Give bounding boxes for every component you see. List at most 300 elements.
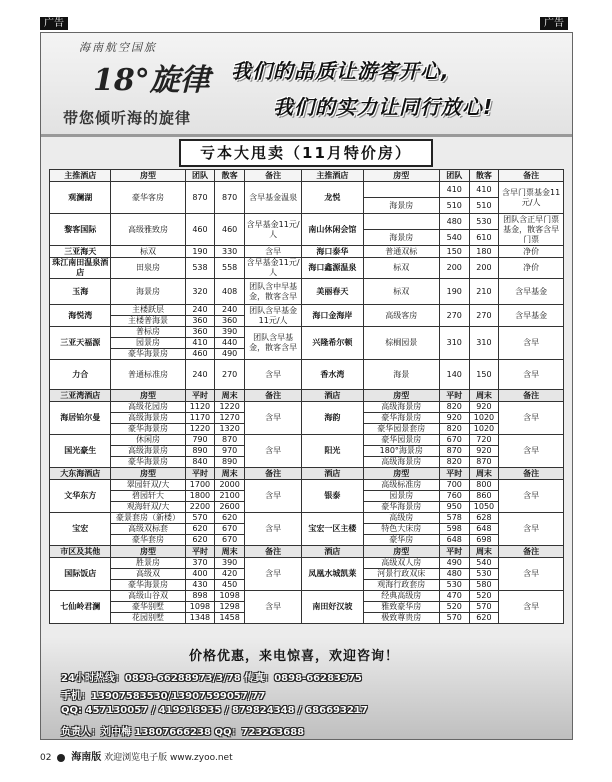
room-type: 高级雅致房 [111,214,185,246]
weekday-price: 480 [439,569,469,580]
weekend-price: 540 [469,558,499,569]
hotline: 24小时热线：0898-66288973/3/78 传真：0898-66283975 [61,673,362,684]
weekday-price: 370 [185,558,215,569]
table-cell: 330 [215,246,245,258]
weekday-price: 898 [185,591,215,602]
room-type: 极致尊贵房 [363,613,439,624]
table-cell: 150 [439,246,469,258]
table-cell: 150 [469,360,499,390]
table-row [50,360,564,390]
brand-tagline: 带您倾听海的旋律 [63,109,192,127]
remark: 含早门票基金11元/人 [499,182,564,214]
room-type: 园景房 [111,338,185,349]
room-type: 翠园轩双/大 [111,480,185,491]
column-header: 市区及其他 [50,546,111,558]
hotel-name: 海悦湾 [50,305,111,327]
table-row [50,170,564,182]
hotel-name: 宝宏一区主楼 [302,513,363,546]
room-type: 园景房 [363,491,439,502]
table-row [50,480,564,491]
column-header: 周末 [215,546,245,558]
weekend-price: 720 [469,435,499,446]
room-type: 豪华海景房 [111,457,185,468]
weekday-price: 820 [439,457,469,468]
weekday-price: 1170 [185,413,215,424]
fit-price: 390 [215,327,245,338]
weekday-price: 790 [185,435,215,446]
column-header: 大东海酒店 [50,468,111,480]
table-row [50,246,564,258]
column-header: 周末 [469,390,499,402]
column-header: 酒店 [302,468,363,480]
room-type: 豪华海景房 [111,349,185,360]
team-price: 510 [439,198,469,214]
column-header: 平时 [185,390,215,402]
page-footer [40,748,233,763]
table-cell: 标双 [363,279,439,305]
table-cell: 310 [439,327,469,360]
weekday-price: 920 [439,413,469,424]
weekend-price: 1298 [215,602,245,613]
remark: 含早 [244,558,301,591]
hotel-name: 三亚海天 [50,246,111,258]
table-cell: 408 [215,279,245,305]
room-type: 经典高级房 [363,591,439,602]
room-type: 豪华园景房 [363,435,439,446]
table-row [50,390,564,402]
column-header: 备注 [499,546,564,558]
weekday-price: 870 [439,446,469,457]
team-price: 240 [185,305,215,316]
weekend-price: 890 [215,457,245,468]
remark: 含早 [499,591,564,624]
hotel-name: 海韵 [302,402,363,435]
table-cell: 140 [439,360,469,390]
hotel-name: 海口鑫源温泉 [302,258,363,279]
fit-price: 440 [215,338,245,349]
weekend-price: 920 [469,402,499,413]
table-cell: 含早 [499,360,564,390]
room-type: 高级山谷双 [111,591,185,602]
hotel-name: 凤凰水城凯莱 [302,558,363,591]
hotel-name: 香水湾 [302,360,363,390]
table-row [50,558,564,569]
remark: 含早 [244,435,301,468]
table-cell: 标双 [363,258,439,279]
table-cell: 320 [185,279,215,305]
room-type: 主楼跃层 [111,305,185,316]
table-row [50,402,564,413]
weekday-price: 950 [439,502,469,513]
hotel-name: 观澜湖 [50,182,111,214]
room-type: 高级标准房 [363,480,439,491]
room-type: 高级花园房 [111,402,185,413]
room-type: 碧园轩大 [111,491,185,502]
table-cell: 净价 [499,258,564,279]
weekend-price: 870 [215,435,245,446]
hotel-name: 七仙岭君澜 [50,591,111,624]
remark: 含早 [244,402,301,435]
weekday-price: 820 [439,424,469,435]
room-type [363,182,439,198]
column-header: 备注 [244,546,301,558]
table-cell: 普通标准房 [111,360,185,390]
hotel-name: 银泰 [302,480,363,513]
weekend-price: 648 [469,524,499,535]
team-price: 460 [185,349,215,360]
table-cell: 200 [439,258,469,279]
column-header: 房型 [363,390,439,402]
column-header: 周末 [215,468,245,480]
remark: 团队含早基金，散客含早 [244,327,301,360]
hotel-name: 海居铂尔曼 [50,402,111,435]
room-type: 海景房 [363,230,439,246]
team-price: 480 [439,214,469,230]
weekday-price: 400 [185,569,215,580]
team-price: 360 [185,327,215,338]
weekday-price: 620 [185,535,215,546]
team-price: 460 [185,214,215,246]
price-table [49,169,564,624]
table-row [50,591,564,602]
weekend-price: 970 [215,446,245,457]
weekday-price: 890 [185,446,215,457]
website-text: 欢迎浏览电子版 www.zyoo.net [104,753,233,763]
column-header: 房型 [111,170,185,182]
table-cell: 普通双标 [363,246,439,258]
hotel-name: 海口泰华 [302,246,363,258]
room-type: 高级双人房 [363,558,439,569]
column-header: 团队 [439,170,469,182]
hotel-name: 兴隆希尔顿 [302,327,363,360]
fit-price: 410 [469,182,499,198]
room-type: 豪华房 [363,535,439,546]
hotel-name: 黎客国际 [50,214,111,246]
room-type: 高级海景房 [111,413,185,424]
hotel-name: 龙悦 [302,182,363,214]
weekday-price: 1800 [185,491,215,502]
weekday-price: 570 [439,613,469,624]
ad-header [41,33,572,135]
column-header: 平时 [439,468,469,480]
weekend-price: 2100 [215,491,245,502]
room-type: 豪华海景房 [363,502,439,513]
weekend-price: 670 [215,535,245,546]
table-cell: 240 [185,360,215,390]
table-row [50,513,564,524]
room-type: 豪华客房 [111,182,185,214]
room-type: 180°海景房 [363,446,439,457]
hotel-name: 玉海 [50,279,111,305]
page-number: 02 [40,753,52,763]
table-cell: 270 [215,360,245,390]
column-header: 房型 [111,546,185,558]
column-header: 周末 [469,546,499,558]
remark: 含早 [244,513,301,546]
table-cell: 含早基金 [499,305,564,327]
team-price: 540 [439,230,469,246]
room-type: 胜景房 [111,558,185,569]
weekend-price: 698 [469,535,499,546]
qq-numbers: QQ: 457130057 / 419918935 / 879824348 / 686693217 [61,705,368,716]
fit-price: 460 [215,214,245,246]
hotel-name: 宝宏 [50,513,111,546]
room-type: 豪景套房（新楼） [111,513,185,524]
ad-label-left: 广告 [40,17,68,30]
column-header: 备注 [499,468,564,480]
table-cell: 538 [185,258,215,279]
room-type: 观海行政套房 [363,580,439,591]
weekday-price: 840 [185,457,215,468]
table-cell: 190 [185,246,215,258]
table-row [50,279,564,305]
table-cell: 海景 [363,360,439,390]
table-row [50,258,564,279]
table-row [50,546,564,558]
weekend-price: 1098 [215,591,245,602]
room-type: 休闲房 [111,435,185,446]
column-header: 备注 [244,170,301,182]
column-header: 房型 [111,390,185,402]
advertisement-frame [40,32,573,740]
weekend-price: 1320 [215,424,245,435]
table-cell: 含早 [499,327,564,360]
room-type: 特色大床房 [363,524,439,535]
table-row [50,468,564,480]
column-header: 散客 [469,170,499,182]
table-cell: 190 [439,279,469,305]
weekend-price: 620 [215,513,245,524]
weekend-price: 1050 [469,502,499,513]
remark: 含早 [499,435,564,468]
column-header: 平时 [439,546,469,558]
room-type: 豪华园景套房 [363,424,439,435]
room-type: 河景行政双床 [363,569,439,580]
table-row [50,214,564,230]
weekday-price: 570 [185,513,215,524]
header-divider [41,134,572,137]
remark: 含早 [499,513,564,546]
column-header: 三亚湾酒店 [50,390,111,402]
hotel-name: 南山休闲会馆 [302,214,363,246]
column-header: 主推酒店 [50,170,111,182]
fit-price: 610 [469,230,499,246]
table-cell: 310 [469,327,499,360]
weekday-price: 820 [439,402,469,413]
fit-price: 240 [215,305,245,316]
weekday-price: 490 [439,558,469,569]
table-cell: 270 [439,305,469,327]
hotel-name: 文华东方 [50,480,111,513]
ad-label-right: 广告 [540,17,568,30]
team-price: 870 [185,182,215,214]
remark: 含早基金11元/人 [244,214,301,246]
column-header: 周末 [215,390,245,402]
brand-logo: 18°旋律 [93,63,210,98]
column-header: 散客 [215,170,245,182]
room-type: 高级海景房 [363,402,439,413]
fit-price: 490 [215,349,245,360]
column-header: 平时 [439,390,469,402]
room-type: 海景房 [363,198,439,214]
hotel-name: 阳光 [302,435,363,468]
top-bar [0,0,612,29]
weekday-price: 1220 [185,424,215,435]
weekend-price: 2000 [215,480,245,491]
hotel-name: 力合 [50,360,111,390]
column-header: 备注 [499,390,564,402]
weekend-price: 1020 [469,424,499,435]
team-price: 410 [185,338,215,349]
weekend-price: 530 [469,569,499,580]
column-header: 酒店 [302,390,363,402]
room-type: 雅致豪华房 [363,602,439,613]
promo-text: 价格优惠，来电惊喜，欢迎咨询！ [189,649,400,664]
remark: 含早 [499,402,564,435]
room-type: 高级双 [111,569,185,580]
table-cell: 团队含中早基金，散客含早 [244,279,301,305]
weekend-price: 570 [469,602,499,613]
hotel-name: 国际饭店 [50,558,111,591]
slogan-line-1: 我们的品质让游客开心, [231,59,450,83]
remark: 含早基金温泉 [244,182,301,214]
column-header: 备注 [244,468,301,480]
weekend-price: 390 [215,558,245,569]
weekend-price: 870 [469,457,499,468]
weekday-price: 520 [439,602,469,613]
room-type: 豪华海景房 [111,424,185,435]
table-cell: 180 [469,246,499,258]
weekday-price: 1348 [185,613,215,624]
weekday-price: 1098 [185,602,215,613]
fit-price: 530 [469,214,499,230]
room-type [363,214,439,230]
column-header: 备注 [244,390,301,402]
weekday-price: 760 [439,491,469,502]
weekend-price: 670 [215,524,245,535]
table-row [50,327,564,338]
weekday-price: 620 [185,524,215,535]
table-cell: 标双 [111,246,185,258]
weekend-price: 1220 [215,402,245,413]
weekday-price: 1700 [185,480,215,491]
room-type: 豪华套房 [111,535,185,546]
column-header: 酒店 [302,546,363,558]
weekend-price: 1020 [469,413,499,424]
weekday-price: 598 [439,524,469,535]
fit-price: 510 [469,198,499,214]
weekend-price: 628 [469,513,499,524]
agency-name: 海南航空国旅 [79,41,157,54]
table-row [50,435,564,446]
table-cell: 含早 [244,246,301,258]
weekday-price: 1120 [185,402,215,413]
manager-contact: 负责人：刘中梅 13807666238 QQ：723263688 [61,727,305,738]
column-header: 房型 [363,170,439,182]
weekend-price: 800 [469,480,499,491]
column-header: 团队 [185,170,215,182]
weekday-price: 530 [439,580,469,591]
weekday-price: 2200 [185,502,215,513]
sale-title: 亏本大甩卖（11月特价房） [179,139,433,167]
column-header: 房型 [111,468,185,480]
table-cell: 210 [469,279,499,305]
remark: 团队含早基金11元/人 [244,305,301,327]
table-cell: 高级客房 [363,305,439,327]
hotel-name: 国光豪生 [50,435,111,468]
column-header: 房型 [363,546,439,558]
table-cell: 含早基金11元/人 [244,258,301,279]
weekend-price: 1458 [215,613,245,624]
weekday-price: 578 [439,513,469,524]
table-cell: 含早基金 [499,279,564,305]
team-price: 360 [185,316,215,327]
team-price: 410 [439,182,469,198]
remark: 含早 [244,591,301,624]
weekend-price: 2600 [215,502,245,513]
weekday-price: 470 [439,591,469,602]
room-type: 豪华海景房 [363,413,439,424]
hotel-name: 美丽春天 [302,279,363,305]
table-row [50,182,564,198]
weekend-price: 620 [469,613,499,624]
room-type: 豪华别墅 [111,602,185,613]
room-type: 花园别墅 [111,613,185,624]
hotel-name: 海口金海岸 [302,305,363,327]
table-cell: 棕榈园景 [363,327,439,360]
column-header: 备注 [499,170,564,182]
remark: 团队含正早门票基金，散客含早门票 [499,214,564,246]
weekend-price: 420 [215,569,245,580]
room-type: 观海轩双/大 [111,502,185,513]
weekend-price: 1270 [215,413,245,424]
column-header: 周末 [469,468,499,480]
room-type: 高级海景房 [111,446,185,457]
brand-circle-icon [57,754,65,762]
remark: 含早 [499,480,564,513]
weekday-price: 700 [439,480,469,491]
table-cell: 558 [215,258,245,279]
table-cell: 270 [469,305,499,327]
room-type: 普标房 [111,327,185,338]
remark: 含早 [499,558,564,591]
column-header: 平时 [185,468,215,480]
weekday-price: 670 [439,435,469,446]
edition-name: 海南版 [71,752,102,763]
weekday-price: 430 [185,580,215,591]
weekend-price: 450 [215,580,245,591]
column-header: 房型 [363,468,439,480]
table-row [50,305,564,316]
weekend-price: 860 [469,491,499,502]
table-cell: 含早 [244,360,301,390]
weekend-price: 920 [469,446,499,457]
weekend-price: 580 [469,580,499,591]
mobile-numbers: 手机：13907583530/13907599057/77 [61,691,266,702]
table-cell: 田泉房 [111,258,185,279]
room-type: 主楼普海景 [111,316,185,327]
room-type: 高级房 [363,513,439,524]
hotel-name: 南田好汉坡 [302,591,363,624]
weekend-price: 520 [469,591,499,602]
room-type: 豪华海景房 [111,580,185,591]
column-header: 主推酒店 [302,170,363,182]
table-cell: 海景房 [111,279,185,305]
room-type: 高级海景房 [363,457,439,468]
fit-price: 870 [215,182,245,214]
table-cell: 净价 [499,246,564,258]
remark: 含早 [244,480,301,513]
